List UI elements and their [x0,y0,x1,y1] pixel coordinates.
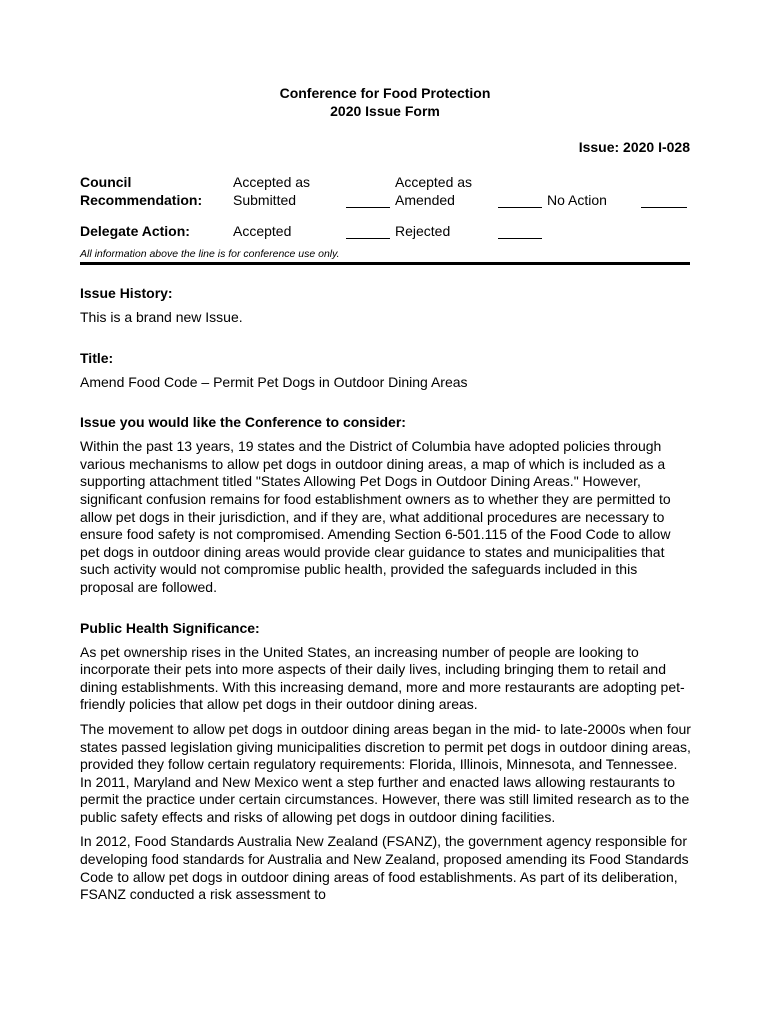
significance-heading: Public Health Significance: [80,619,260,636]
conference-use-notice: All information above the line is for conference use only. [80,248,340,260]
significance-section [80,619,692,904]
divider-rule [80,262,690,265]
council-no-action-blank[interactable] [641,207,687,208]
form-title: Conference for Food Protection [279,85,491,101]
consider-text: Within the past 13 years, 19 states and the District of Columbia have adopted policies through various mechanisms to allow pet dogs in outdoor dining areas, a map of which is included as a supporting attachment titled "States Allowing Pet Dogs in Outdoor Dining Areas." However, significant confusion remains for food establishment owners as to whether they are permitted to allow pet dogs in their jurisdiction, and if they are, what additional procedures are necessary to ensure food safety is not compromised. Amending Section 6-501.115 of the Food Code to allow pet dogs in outdoor dining areas would provide clear guidance to states and municipalities that such activity would not compromise public health, provided the safeguards included in this proposal are followed. [80,438,671,595]
form-subtitle: 2020 Issue Form [330,103,440,119]
title-section [80,349,692,392]
issue-history-section [80,284,692,327]
council-label-line1: Council [80,174,132,190]
issue-history-heading: Issue History: [80,285,173,301]
delegate-accepted-blank[interactable] [346,238,390,239]
form-body [80,284,692,926]
issue-number: Issue: 2020 I-028 [578,139,690,155]
council-label-line2: Recommendation: [80,192,203,208]
council-option-amended-line2: Amended [395,192,455,208]
council-option-submitted-line2: Submitted [233,192,297,208]
significance-paragraph-1: As pet ownership rises in the United States, an increasing number of people are looking to incorporate their pets into more aspects of their daily lives, including bringing them to retail and dining establishments. With this increasing demand, more and more restaurants are adopting pet-friendly policies that allow pet dogs in their outdoor dining areas. [80,643,685,713]
title-heading: Title: [80,349,114,366]
council-option-amended-line1: Accepted as [395,174,473,190]
consider-heading: Issue you would like the Conference to consider: [80,414,406,431]
significance-paragraph-2: The movement to allow pet dogs in outdoor dining areas began in the mid- to late-2000s when four states passed legislation giving municipalities discretion to permit pet dogs in outdoor dining areas, provided they follow certain regulatory requirements: Florida, Illinois, Minnesota, and Tennessee. In 2011, Maryland and New Mexico went a step further and enacted laws allowing restaurants to permit the practice under certain circumstances. However, there was still limited research as to the public safety effects and risks of allowing pet dogs in outdoor dining facilities. [80,720,691,825]
issue-history-text: This is a brand new Issue. [80,309,243,325]
delegate-option-accepted: Accepted [233,223,292,239]
delegate-label: Delegate Action: [80,223,190,239]
consider-section [80,413,692,596]
council-amended-blank[interactable] [498,207,542,208]
delegate-rejected-blank[interactable] [498,238,542,239]
title-text: Amend Food Code – Permit Pet Dogs in Outdoor Dining Areas [80,373,468,390]
council-option-submitted-line1: Accepted as [233,174,311,190]
significance-paragraph-3: In 2012, Food Standards Australia New Zealand (FSANZ), the government agency responsible for developing food standards for Australia and New Zealand, proposed amending its Food Standards Code to allow pet dogs in outdoor dining areas of food establishments. As part of its deliberation, FSANZ conducted a risk assessment to [80,833,689,903]
council-option-no-action: No Action [547,192,607,208]
delegate-option-rejected: Rejected [395,223,451,239]
council-submitted-blank[interactable] [346,207,390,208]
